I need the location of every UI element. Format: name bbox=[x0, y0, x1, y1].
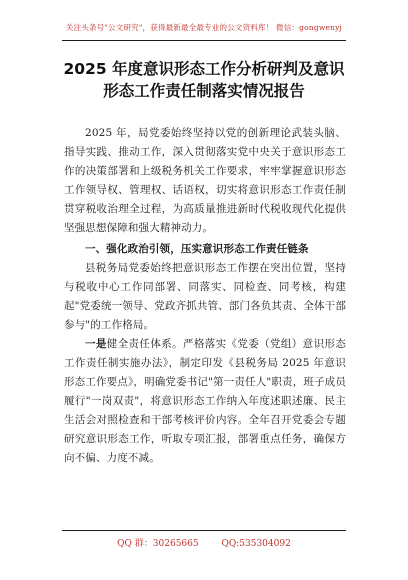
title-line-2: 形态工作责任制落实情况报告 bbox=[103, 82, 305, 100]
document-body bbox=[64, 124, 346, 468]
footer-divider bbox=[62, 530, 346, 531]
section-1-paragraph: 县税务局党委始终把意识形态工作摆在突出位置，坚持与税收中心工作同部署、同落实、同检查、同考核，构建起"党委统一领导、党政齐抓共管、部门各负其责、全体干部参与"的工作格局。 bbox=[64, 262, 346, 331]
point-1-lead: 一是 bbox=[85, 338, 107, 350]
title-line-1: 2025 年度意识形态工作分析研判及意识 bbox=[63, 60, 345, 78]
document-title bbox=[0, 58, 408, 102]
point-1-text: 健全责任体系。严格落实《党委（党组）意识形态工作责任制实施办法》，制定印发《县税务局 2025 年意识形态工作要点》，明确党委书记"第一责任人"职责，班子成员履行"一岗双责"，将意识形态工作纳入年度述职述廉、民主生活会对照检查和干部考核评价内容。全年召开党委会专题研究意识形态工作，听取专项汇报，部署重点任务，确保方向不偏、力度不减。 bbox=[64, 338, 346, 464]
header-note: 关注头条号"公文研究"，获得最新最全最专业的公文资料库！ 微信：gongwenyj bbox=[65, 23, 343, 32]
footer-qq: QQ:535304092 bbox=[221, 539, 291, 549]
point-1-paragraph bbox=[64, 335, 346, 468]
section-1-heading: 一、强化政治引领，压实意识形态工作责任链条 bbox=[85, 243, 309, 255]
footer-qq-group: QQ 群：30265665 bbox=[117, 539, 199, 549]
intro-paragraph: 2025 年，局党委始终坚持以党的创新理论武装头脑、指导实践、推动工作，深入贯彻落实党中央关于意识形态工作的决策部署和上级税务机关工作要求，牢牢掌握意识形态工作领导权、管理权、话语权，切实将意识形态工作责任制贯穿税收治理全过程，为高质量推进新时代税收现代化提供坚强思想保障和强大精神动力。 bbox=[64, 127, 346, 234]
header-divider bbox=[62, 40, 346, 41]
footer bbox=[0, 536, 408, 549]
